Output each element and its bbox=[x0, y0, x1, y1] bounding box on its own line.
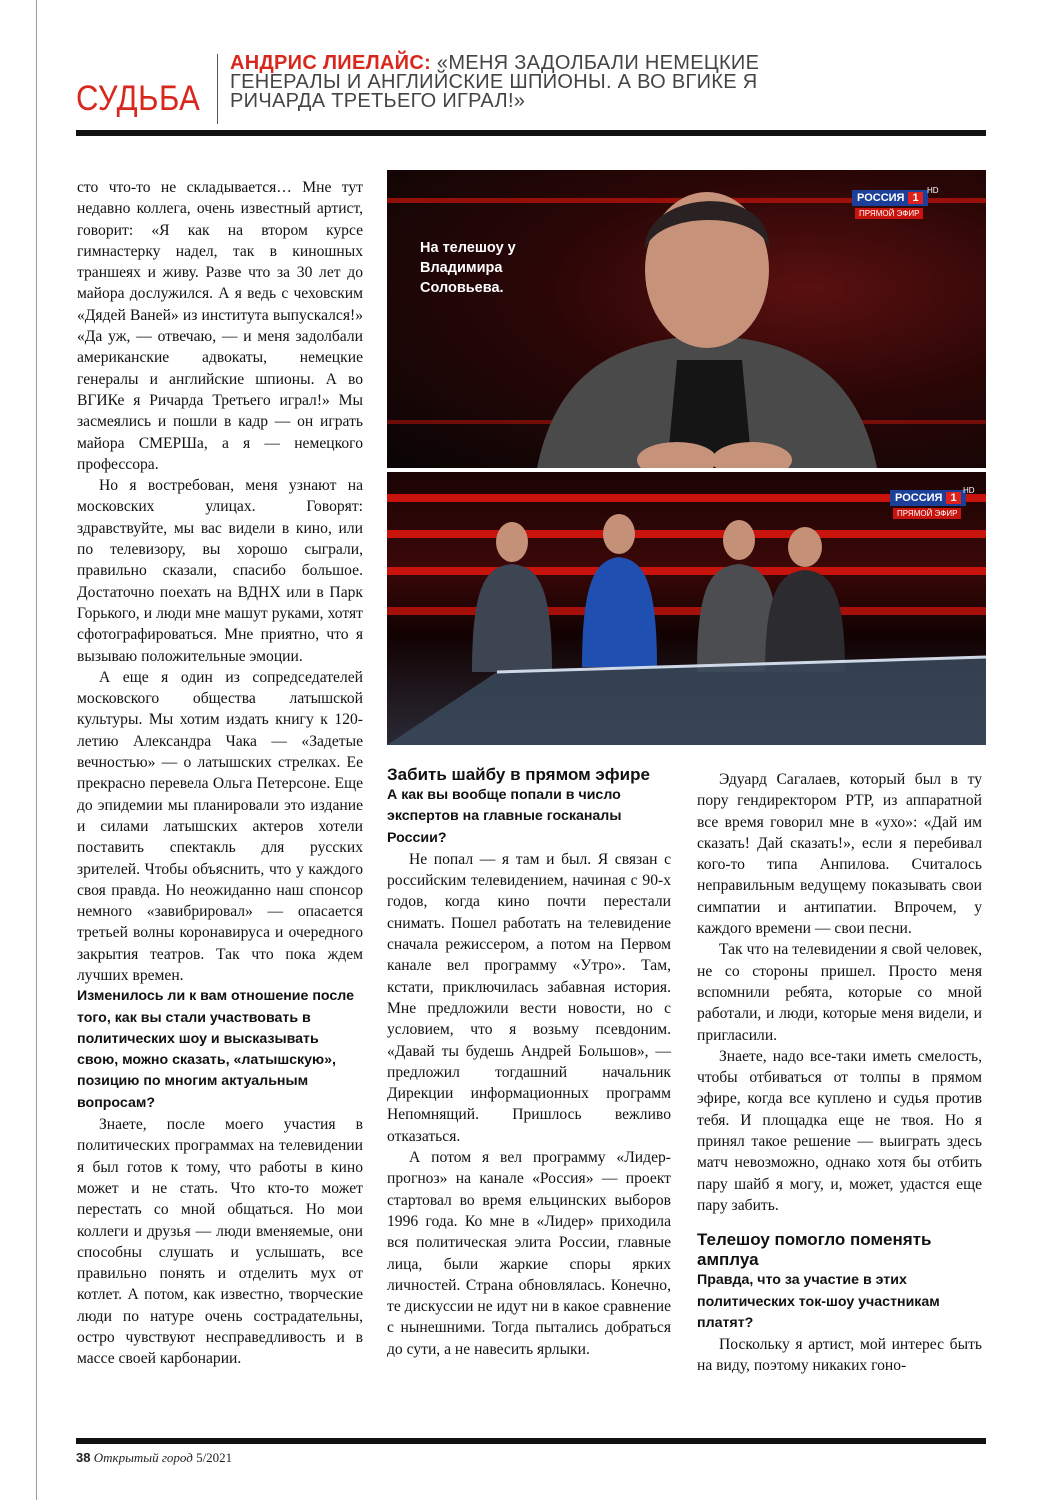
photo-caption: На телешоу у Владимира Соловьева. bbox=[420, 240, 516, 296]
top-rule bbox=[76, 130, 986, 136]
paragraph: Эдуард Сагалаев, который был в ту пору гендиректором РТР, из аппаратной все время говорил мне в «ухо»: «Дай им сказать! Дай сказать!», если я перебивал кого-то типа Анпилова. Считалось неправильным ведущему показывать свои симпатии и антипатии. Впрочем, у каждого времени — свои песни. bbox=[697, 771, 982, 938]
channel-logo: РОССИЯ 1 bbox=[890, 490, 966, 506]
photo-tv-studio bbox=[387, 472, 986, 745]
section-label: СУДЬБА bbox=[76, 78, 201, 119]
paragraph: Знаете, после моего участия в политических программах на телевидении я был готов к тому, что работы в кино может и не стать. Что кто-то может перестать со мной общаться. Но мои коллеги и друзья — люди вменяемые, они способны слушать и услышать, все правильно понять и отделить мух от котлет. А потом, как известно, творческие люди по натуре очень сострадательны, остро чувствуют несправедливость и в массе своей карбонарии. bbox=[77, 1116, 363, 1368]
interview-question: Изменилось ли к вам отношение после того, как вы стали участвовать в политических шоу и высказывать свою, можно сказать, «латышскую», позицию по многим актуальным вопросам? bbox=[77, 988, 355, 1111]
column-2 bbox=[387, 765, 671, 1360]
headline bbox=[230, 54, 790, 111]
interview-question: А как вы вообще попали в число экспертов на главные госканалы России? bbox=[387, 787, 622, 846]
paragraph: Поскольку я артист, мой интерес быть на виду, поэтому никаких гоно- bbox=[697, 1336, 982, 1375]
bottom-rule bbox=[76, 1438, 986, 1444]
photo-tv-closeup bbox=[387, 170, 986, 468]
subheading: Забить шайбу в прямом эфире bbox=[387, 765, 650, 784]
magazine-name: Открытый город bbox=[93, 1450, 193, 1465]
header-divider bbox=[217, 54, 218, 124]
issue-number: 5/2021 bbox=[196, 1450, 233, 1465]
page-number: 38 bbox=[76, 1450, 91, 1465]
page-footer bbox=[76, 1450, 232, 1466]
paragraph: Не попал — я там и был. Я связан с российским телевидением, начиная с 90-х годов, когда кино почти перестали снимать. Пошел работать на телевидение сначала режиссером, а потом на Первом канале вел программу «Утро». Там, кстати, приключилась забавная история. Мне предложили вести новости, но с условием, что я возьму псевдоним. «Давай ты будешь Андрей Большов», — предложил тогдашний начальник Дирекции информационных программ Непомнящий. Пришлось вежливо отказаться. bbox=[387, 850, 671, 1145]
paragraph: Так что на телевидении я свой человек, не со стороны пришел. Просто меня вспомнили ребята, которые со мной работали, и люди, которые меня видели, и пригласили. bbox=[697, 941, 982, 1044]
paragraph: А еще я один из сопредседателей московского общества латышской культуры. Мы хотим издать книгу к 120-летию Александра Чака — «Задетые вечностью» — о латышских стрелках. Ее прекрасно перевела Ольга Петерсоне. Еще до эпидемии мы планировали это издание и силами латышских актеров хотели поставить спектакль для русских зрителей. Чтобы объяснить, что у каждого своя правда. Но неожиданно наш спонсор немного «завибрировал» — опасается третьей волны коронавируса и очередного закрытия театров. Так что пока ждем лучших времен. bbox=[77, 668, 363, 984]
studio-guests-image bbox=[387, 472, 986, 745]
channel-logo: РОССИЯ 1 bbox=[852, 190, 928, 206]
headline-quote: «МЕНЯ ЗАДОЛБАЛИ НЕМЕЦКИЕ ГЕНЕРАЛЫ И АНГЛИЙСКИЕ ШПИОНЫ. А ВО ВГИКЕ Я РИЧАРДА ТРЕТЬЕГО ИГРАЛ!» bbox=[230, 52, 760, 112]
subheading: Телешоу помогло поменять амплуа bbox=[697, 1230, 932, 1270]
interview-question: Правда, что за участие в этих политических ток-шоу участникам платят? bbox=[697, 1272, 940, 1331]
column-3 bbox=[697, 769, 982, 1377]
column-1 bbox=[77, 177, 363, 1370]
paragraph: Но я востребован, меня узнают на московских улицах. Говорят: здравствуйте, мы вас видели в кино, или по телевизору, вы хорошо сыграли, правильно сказали, спасибо большое. Достаточно поехать на ВДНХ или в Парк Горького, и люди мне машут руками, хотят сфотографироваться. Мне приятно, что я вызываю положительные эмоции. bbox=[77, 477, 363, 665]
headline-name: АНДРИС ЛИЕЛАЙС: bbox=[230, 52, 432, 74]
hd-badge: HD bbox=[927, 186, 939, 195]
live-badge: ПРЯМОЙ ЭФИР bbox=[855, 208, 923, 219]
paragraph: сто что-то не складывается… Мне тут недавно коллега, очень известный артист, говорит: «Я как на втором курсе гимнастерку надел, так в киношных траншеях и живу. Разве что за 30 лет до майора дослужился. А я ведь с чеховским «Дядей Ваней» из института выпускался!» «Да уж, — отвечаю, — и меня задолбали американские адвокаты, немецкие генералы и английские шпионы. А во ВГИКе я Ричарда Третьего играл!» Мы засмеялись и пошли в кадр — он играть майора СМЕРШа, а я — немецкого профессора. bbox=[77, 179, 363, 473]
hd-badge: HD bbox=[963, 486, 975, 495]
paragraph: А потом я вел программу «Лидер-прогноз» на канале «Россия» — проект стартовал во время ельцинских выборов 1996 года. Ко мне в «Лидер» приходила вся политическая элита России, главные лица, были жаркие споры ярких личностей. Страна обновлялась. Конечно, те дискуссии не идут ни в какое сравнение с нынешними. Тогда пытались добраться до сути, а не навесить ярлыки. bbox=[387, 1149, 671, 1358]
live-badge: ПРЯМОЙ ЭФИР bbox=[893, 508, 961, 519]
page-margin-line bbox=[36, 0, 37, 1500]
paragraph: Знаете, надо все-таки иметь смелость, чтобы отбиваться от толпы в прямом эфире, когда все куплено и судья против тебя. И площадка еще не твоя. Но я принял такое решение — выиграть здесь матч невозможно, однако хотя бы отбить пару шайб я могу, и, может, удастся еще пару забить. bbox=[697, 1047, 982, 1214]
man-portrait-image bbox=[527, 170, 887, 468]
